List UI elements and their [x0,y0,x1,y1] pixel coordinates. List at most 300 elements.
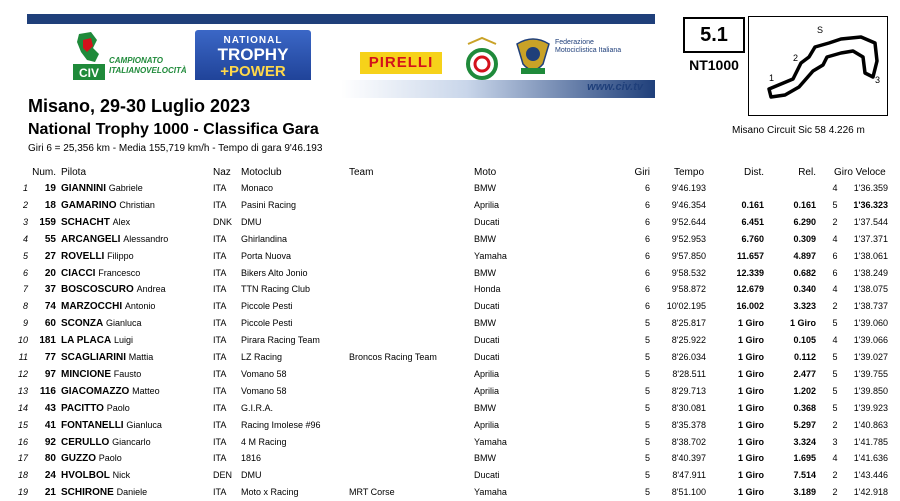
race-time: 8'25.922 [671,335,706,346]
gap-leader: 1 Giro [737,352,764,362]
fastest-lap-time: 1'39.060 [853,318,888,329]
fastest-lap-number: 6 [832,250,838,261]
fastest-lap-number: 5 [832,402,838,413]
rider-last-name: FONTANELLI [61,419,124,431]
rider-motoclub: Ghirlandina [241,233,288,244]
rider-motoclub: LZ Racing [241,352,283,362]
fastest-lap-time: 1'39.850 [853,385,888,396]
track-label-3: 3 [875,75,881,85]
rider-motoclub: 1816 [241,453,262,464]
rider-number: 116 [39,385,56,397]
fastest-lap-time: 1'40.863 [853,419,888,430]
race-time: 10'02.195 [666,301,706,312]
gap-leader: 16.002 [736,301,764,312]
table-row [0,400,900,417]
rider-nation: ITA [213,199,227,210]
row-position: 12 [17,368,28,379]
row-position: 14 [17,402,28,413]
banner-top-stripe [27,14,655,24]
trophy-logo-line2: TROPHY [217,45,289,64]
laps: 5 [644,470,650,481]
fastest-lap-time: 1'41.785 [853,436,888,447]
fastest-lap-number: 6 [832,267,838,278]
track-map [748,16,888,116]
table-row [0,315,900,332]
race-time: 8'40.397 [671,453,706,464]
rider-last-name: BOSCOSCURO [61,284,134,296]
rider-first-name: Fausto [113,368,142,379]
rider-nation: ITA [213,233,227,244]
table-row [0,484,900,501]
table-row [0,248,900,265]
gap-previous: 0.309 [793,233,816,244]
gap-previous: 2.477 [793,368,816,379]
rider-last-name: GIANNINI [61,183,106,194]
table-header [0,164,900,181]
row-position: 15 [17,419,28,430]
rider-number: 80 [44,453,56,465]
rider-bike: BMW [474,183,496,193]
fastest-lap-time: 1'37.544 [853,216,888,227]
rider-number: 55 [44,233,56,245]
rider-number: 24 [44,470,56,482]
rider-first-name: Filippo [107,250,134,261]
gap-leader: 1 Giro [737,487,764,498]
rider-last-name: ROVELLI [61,250,105,262]
table-row [0,417,900,434]
gap-leader: 1 Giro [737,419,764,430]
fastest-lap-time: 1'39.755 [853,368,888,379]
laps: 5 [644,436,650,447]
rider-nation: ITA [213,301,227,312]
rider-number: 97 [44,368,56,380]
row-position: 10 [17,335,28,346]
gap-previous: 4.897 [793,250,816,261]
rider-first-name: Paolo [106,402,130,413]
rider-motoclub: Porta Nuova [241,250,292,261]
laps: 5 [644,402,650,413]
row-position: 13 [17,385,28,396]
laps: 5 [644,419,650,430]
sponsor-banner [27,14,655,98]
race-time: 9'46.354 [671,199,706,210]
col-pilot: Pilota [61,167,87,178]
rider-last-name: MINCIONE [61,368,111,380]
col-team: Team [349,167,374,178]
rider-first-name: Mattia [128,352,154,362]
rider-last-name: LA PLACA [61,335,112,347]
rider-nation: ITA [213,352,227,362]
laps: 5 [644,335,650,346]
row-position: 6 [22,267,28,278]
rider-nation: ITA [213,284,227,295]
table-row [0,434,900,451]
rider-name [61,298,155,315]
rider-motoclub: DMU [241,216,262,227]
row-position: 7 [22,284,28,295]
rider-name [61,400,130,417]
trophy-logo-line3: +POWER [220,63,286,80]
gap-leader: 1 Giro [737,436,764,447]
table-row [0,332,900,349]
rider-nation: ITA [213,267,227,278]
track-layout-icon [749,17,887,115]
laps: 6 [644,199,650,210]
race-time: 8'28.511 [672,368,706,379]
rider-first-name: Alessandro [123,233,169,244]
rider-number: 60 [44,318,56,330]
rider-number: 21 [44,487,56,499]
rider-name [61,383,160,400]
track-label-2: 2 [793,53,799,63]
col-moto: Moto [474,167,497,178]
fastest-lap-number: 2 [832,301,838,312]
rider-name [61,281,166,298]
gap-leader: 1 Giro [737,318,764,329]
rider-last-name: GUZZO [61,453,96,465]
rider-name [61,180,143,197]
gap-previous: 0.112 [793,352,816,362]
rider-number: 159 [39,216,56,228]
rider-last-name: GIACOMAZZO [61,385,130,397]
rider-first-name: Francesco [98,267,141,278]
race-time: 8'30.081 [671,402,706,413]
gap-leader: 1 Giro [737,402,764,413]
rider-motoclub: TTN Racing Club [241,284,311,295]
fastest-lap-number: 5 [832,318,838,329]
rider-name [61,265,140,282]
rider-bike: Honda [474,284,501,295]
civ-logo [71,30,201,84]
gap-leader: 11.657 [736,250,764,261]
fastest-lap-time: 1'37.371 [853,233,888,244]
rider-nation: ITA [213,419,227,430]
rider-nation: DEN [213,470,233,481]
laps: 6 [644,267,650,278]
laps: 6 [644,250,650,261]
rider-bike: Yamaha [474,436,507,447]
rider-motoclub: Moto x Racing [241,487,299,498]
rider-last-name: SCHIRONE [61,487,114,499]
laps: 5 [644,368,650,379]
race-time: 9'52.644 [671,216,706,227]
rider-last-name: PACITTO [61,402,104,414]
fastest-lap-number: 5 [832,352,838,362]
fastest-lap-time: 1'43.446 [853,470,888,481]
gap-previous: 7.514 [793,470,816,481]
rider-last-name: CIACCI [61,267,96,279]
gap-leader: 12.679 [736,284,764,295]
rider-name [61,315,142,332]
rider-first-name: Nick [112,470,131,481]
fastest-lap-number: 5 [832,368,838,379]
fastest-lap-time: 1'38.061 [853,250,888,261]
col-giri: Giri [634,167,650,178]
fastest-lap-number: 4 [832,453,838,464]
pirelli-logo: PIRELLI [360,52,442,74]
table-row [0,298,900,315]
fastest-lap-number: 2 [832,419,838,430]
rider-last-name: GAMARINO [61,199,117,211]
rider-nation: DNK [213,216,233,227]
col-rel: Rel. [798,167,816,178]
rider-bike: Aprilia [474,419,500,430]
laps: 6 [644,301,650,312]
fastest-lap-time: 1'36.323 [853,199,888,210]
race-time: 8'25.817 [671,318,706,329]
gap-previous: 1.202 [793,385,816,396]
laps: 6 [644,183,650,193]
rider-number: 18 [44,199,56,211]
rider-number: 27 [44,250,56,262]
gap-previous: 0.682 [793,267,816,278]
race-time: 8'26.034 [671,352,706,362]
table-row [0,450,900,467]
rider-team: MRT Corse [349,487,395,498]
row-position: 4 [22,233,28,244]
row-position: 19 [17,487,28,498]
rider-nation: ITA [213,368,227,379]
row-position: 16 [17,436,28,447]
rider-last-name: SCHACHT [61,216,110,228]
table-row [0,366,900,383]
fastest-lap-time: 1'38.737 [853,301,888,312]
laps: 6 [644,233,650,244]
rider-bike: Aprilia [474,199,500,210]
gap-previous: 0.105 [793,335,816,346]
rider-first-name: Christian [119,199,155,210]
col-fastest-lap: Giro Veloce [834,167,886,178]
gap-leader: 1 Giro [737,453,764,464]
col-num: Num. [32,167,56,178]
rider-last-name: SCONZA [61,318,104,330]
laps: 6 [644,216,650,227]
rider-name [61,417,162,434]
rider-bike: Aprilia [474,385,500,396]
row-position: 1 [22,183,28,193]
table-row [0,231,900,248]
gap-previous: 1.695 [793,453,816,464]
laps: 5 [644,352,650,362]
gap-leader: 0.161 [741,199,764,210]
table-row [0,467,900,484]
row-position: 2 [22,199,28,210]
track-label-1: 1 [769,73,775,83]
rider-first-name: Gabriele [108,183,143,193]
race-time: 8'47.911 [672,470,706,481]
rider-bike: Ducati [474,470,500,481]
rider-name [61,434,151,451]
rider-first-name: Daniele [116,487,148,498]
rider-last-name: MARZOCCHI [61,301,123,313]
gap-leader: 1 Giro [737,368,764,379]
rider-first-name: Matteo [132,385,160,396]
rider-name [61,248,134,265]
civ-logo-text: CAMPIONATO ITALIANOVELOCITÀ [109,56,187,75]
row-position: 5 [22,250,28,261]
rider-bike: Yamaha [474,250,507,261]
gap-previous: 0.161 [793,199,816,210]
fastest-lap-number: 5 [832,199,838,210]
page-title: Misano, 29-30 Luglio 2023 [28,96,251,116]
col-naz: Naz [213,167,231,178]
fastest-lap-number: 2 [832,216,838,227]
col-tempo: Tempo [673,167,704,178]
gap-previous: 3.323 [793,301,816,312]
rider-first-name: Andrea [136,284,166,295]
rider-bike: Aprilia [474,368,500,379]
rider-number: 43 [44,402,56,414]
gap-previous: 3.189 [793,487,816,498]
table-row [0,180,900,197]
rider-number: 41 [44,419,56,431]
laps: 5 [644,453,650,464]
table-row [0,349,900,366]
fastest-lap-number: 2 [832,470,838,481]
race-time: 9'46.193 [671,183,706,193]
gap-previous: 6.290 [793,216,816,227]
rider-number: 77 [44,352,56,363]
rider-number: 19 [44,183,56,194]
rider-nation: ITA [213,318,227,329]
rider-nation: ITA [213,183,227,193]
rider-motoclub: Vomano 58 [241,385,287,396]
rider-number: 37 [44,284,56,296]
fastest-lap-number: 2 [832,487,838,498]
rider-motoclub: 4 M Racing [241,436,287,447]
rider-bike: BMW [474,267,496,278]
table-row [0,383,900,400]
civ-italy-icon [71,30,107,82]
rider-nation: ITA [213,250,227,261]
fastest-lap-number: 4 [832,335,838,346]
rider-bike: Ducati [474,335,500,346]
row-position: 8 [22,301,28,312]
fastest-lap-time: 1'41.636 [853,453,888,464]
laps: 5 [644,318,650,329]
rider-nation: ITA [213,402,227,413]
class-code: NT1000 [689,57,739,73]
page-subtitle: National Trophy 1000 - Classifica Gara [28,121,319,138]
row-position: 17 [17,453,28,464]
gap-previous: 0.368 [793,402,816,413]
rider-motoclub: Pirara Racing Team [241,335,320,346]
rider-bike: BMW [474,402,496,413]
rider-last-name: ARCANGELI [61,233,121,245]
fmi-emblem-icon [513,34,553,78]
rider-first-name: Gianluca [106,318,142,329]
race-time: 8'38.702 [671,436,706,447]
rider-bike: BMW [474,233,496,244]
rider-nation: ITA [213,453,227,464]
rider-motoclub: Bikers Alto Jonio [241,267,308,278]
col-club: Motoclub [241,167,282,178]
rider-bike: Yamaha [474,487,507,498]
rider-name [61,231,168,248]
trophy-logo-line1: NATIONAL [223,35,283,46]
gap-leader: 12.339 [736,267,764,278]
rider-nation: ITA [213,436,227,447]
row-position: 9 [22,318,28,329]
laps: 6 [644,284,650,295]
fastest-lap-time: 1'39.027 [853,352,888,362]
rider-number: 92 [44,436,56,448]
race-time: 9'58.532 [671,267,706,278]
fastest-lap-number: 4 [832,233,838,244]
rider-number: 20 [44,267,56,279]
fastest-lap-time: 1'38.249 [853,267,888,278]
rider-motoclub: Piccole Pesti [241,301,293,312]
rider-first-name: Gianluca [126,419,162,430]
gap-leader: 6.451 [741,216,764,227]
rider-motoclub: Pasini Racing [241,199,297,210]
fastest-lap-time: 1'42.918 [853,487,888,498]
national-trophy-logo [195,30,311,86]
col-dist: Dist. [744,167,764,178]
gap-previous: 3.324 [793,436,816,447]
rider-bike: BMW [474,453,496,464]
table-row [0,197,900,214]
track-label-s: S [817,25,824,35]
fastest-lap-number: 5 [832,385,838,396]
fmi-text: Federazione Motociclistica Italiana [555,39,622,54]
rider-bike: BMW [474,318,496,329]
fastest-lap-time: 1'38.075 [853,284,888,295]
rider-first-name: Luigi [113,335,133,346]
gap-previous: 1 Giro [789,318,816,329]
rider-name [61,450,122,467]
rider-bike: Ducati [474,301,500,312]
fastest-lap-number: 4 [832,284,838,295]
rider-nation: ITA [213,487,227,498]
rider-nation: ITA [213,335,227,346]
rider-first-name: Antonio [124,301,156,312]
rider-name [61,467,130,484]
rider-name [61,349,153,366]
fastest-lap-time: 1'36.359 [853,183,888,193]
race-stats: Giri 6 = 25,356 km - Media 155,719 km/h - Tempo di gara 9'46.193 [28,143,323,154]
rider-motoclub: DMU [241,470,262,481]
rider-bike: Ducati [474,352,500,362]
fastest-lap-time: 1'39.923 [853,402,888,413]
fastest-lap-time: 1'39.066 [853,335,888,346]
round-number: 5.1 [683,17,745,53]
rider-number: 74 [44,301,56,313]
gap-leader: 1 Giro [737,470,764,481]
race-time: 9'57.850 [671,250,706,261]
banner-url: www.civ.tv [587,81,643,93]
fastest-lap-number: 4 [832,183,838,193]
rider-team: Broncos Racing Team [349,352,437,362]
race-time: 9'52.953 [671,233,706,244]
rider-first-name: Paolo [98,453,122,464]
row-position: 11 [18,352,28,362]
rider-motoclub: Racing Imolese #96 [241,419,321,430]
rider-first-name: Giancarlo [112,436,151,447]
rider-name [61,332,133,349]
rider-motoclub: Piccole Pesti [241,318,293,329]
race-time: 9'58.872 [671,284,706,295]
rider-motoclub: Monaco [241,183,274,193]
table-row [0,265,900,282]
table-row [0,281,900,298]
gap-previous: 0.340 [793,284,816,295]
fastest-lap-number: 3 [832,436,838,447]
gap-leader: 1 Giro [737,385,764,396]
rider-last-name: SCAGLIARINI [61,352,126,363]
race-time: 8'35.378 [671,419,706,430]
coni-rings-icon [460,36,504,84]
